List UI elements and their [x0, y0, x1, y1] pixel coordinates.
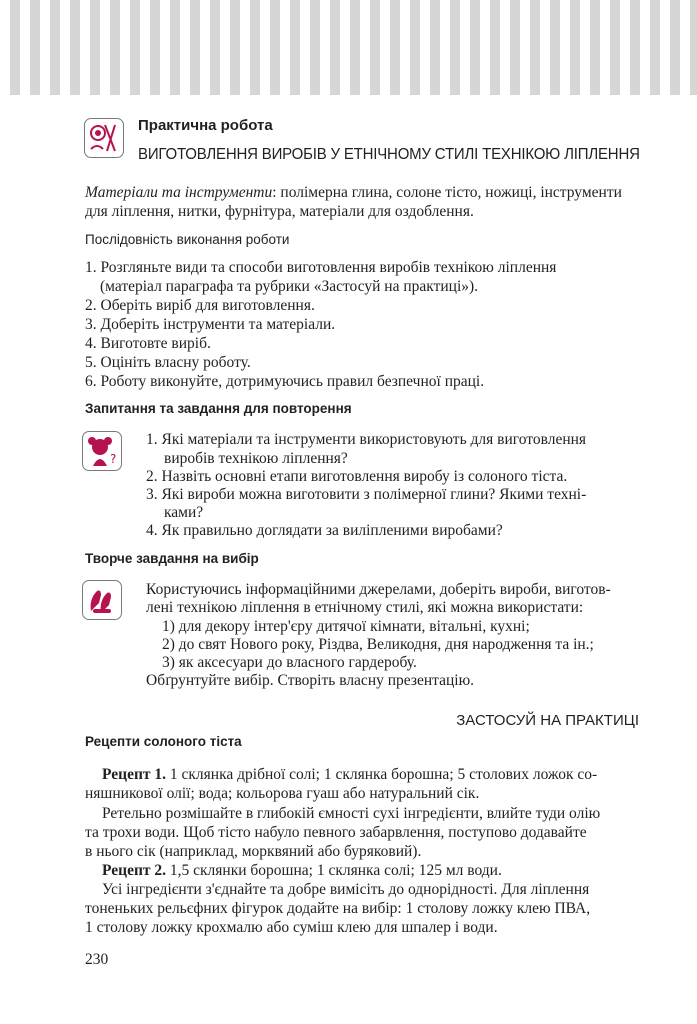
page-number: 230 [85, 951, 109, 968]
recipe2-text: 1,5 склянки борошна; 1 склянка солі; 125 мл води. [166, 862, 502, 879]
recipe-paragraph-line: в нього сік (наприклад, морквяний або буряковий). [85, 843, 422, 860]
recipe1-text: 1 склянка дрібної солі; 1 склянка борошна; 5 столових ложок со- [166, 766, 598, 783]
materials-line-2: для ліплення, нитки, фурнітура, матеріали для оздоблення. [85, 203, 474, 220]
sequence-line: 3. Доберіть інструменти та матеріали. [85, 316, 336, 333]
sequence-heading: Послідовність виконання роботи [85, 232, 290, 247]
recipe2-label: Рецепт 2. [102, 862, 166, 879]
question-line: виробів технікою ліплення? [164, 450, 348, 467]
recipe1-line-2: няшникової олії; вода; кольорова гуаш або натуральний сік. [85, 785, 480, 802]
header-stripes [0, 0, 697, 95]
recipe1-label: Рецепт 1. [102, 766, 166, 783]
recipe1-line-1 [102, 765, 597, 784]
sequence-line: 4. Виготовте виріб. [85, 335, 211, 352]
question-girl-icon [82, 431, 122, 471]
craft-tools-icon [84, 118, 124, 158]
question-line: 3. Які вироби можна виготовити з полімерної глини? Якими техні- [146, 486, 587, 503]
creative-line: 2) до свят Нового року, Різдва, Великодня, дня народження та ін.; [162, 636, 594, 653]
creative-heading: Творче завдання на вибір [85, 551, 259, 566]
recipe-paragraph-line: 1 столову ложку крохмалю або суміш клею для шпалер і води. [85, 919, 498, 936]
questions-heading: Запитання та завдання для повторення [85, 401, 352, 416]
materials-lead: Матеріали та інструменти [85, 184, 273, 201]
creative-hands-icon [82, 580, 122, 620]
question-line: 4. Як правильно доглядати за виліпленими виробами? [146, 522, 503, 539]
sequence-line: 2. Оберіть виріб для виготовлення. [85, 297, 315, 314]
materials-text-1: : полімерна глина, солоне тісто, ножиці, інструменти [272, 184, 622, 201]
creative-line: 3) як аксесуари до власного гардеробу. [162, 654, 417, 671]
recipes-heading: Рецепти солоного тіста [85, 734, 242, 749]
apply-rubric: ЗАСТОСУЙ НА ПРАКТИЦІ [456, 712, 639, 729]
recipe2-line-1 [102, 861, 502, 880]
recipe-paragraph-line: та трохи води. Щоб тісто набуло певного забарвлення, поступово додавайте [85, 824, 587, 841]
question-text: 1. Які матеріали та інструменти використовують для виготовлення [146, 431, 587, 448]
svg-text:?: ? [110, 452, 117, 466]
sequence-line: (матеріал параграфа та рубрики «Застосуй на практиці»). [100, 278, 479, 295]
section-label: Практична робота [138, 117, 273, 134]
creative-line: Обґрунтуйте вибір. Створіть власну презентацію. [146, 672, 475, 689]
sequence-line: 5. Оцініть власну роботу. [85, 354, 251, 371]
materials-line-1 [85, 183, 622, 202]
question-line: 2. Назвіть основні етапи виготовлення виробу із солоного тіста. [146, 468, 568, 485]
creative-line: 1) для декору інтер'єру дитячої кімнати, вітальні, кухні; [162, 618, 530, 635]
recipe-paragraph-line: Усі інгредієнти з'єднайте та добре вимісіть до однорідності. Для ліплення [102, 881, 590, 898]
section-title: ВИГОТОВЛЕННЯ ВИРОБІВ У ЕТНІЧНОМУ СТИЛІ ТЕХНІКОЮ ЛІПЛЕННЯ [138, 146, 640, 163]
question-line [146, 430, 638, 449]
creative-line: Користуючись інформаційними джерелами, доберіть вироби, виготов- [146, 581, 611, 598]
sequence-line: 1. Розгляньте види та способи виготовлення виробів технікою ліплення [85, 259, 557, 276]
creative-line: лені технікою ліплення в етнічному стилі, які можна використати: [146, 599, 584, 616]
recipe-paragraph-line: тоненьких рельєфних фігурок додайте на вибір: 1 столову ложку клею ПВА, [85, 900, 591, 917]
sequence-line: 6. Роботу виконуйте, дотримуючись правил безпечної праці. [85, 373, 485, 390]
recipe-paragraph-line: Ретельно розмішайте в глибокій ємності сухі інгредієнти, влийте туди олію [102, 805, 601, 822]
question-line: ками? [164, 504, 204, 521]
